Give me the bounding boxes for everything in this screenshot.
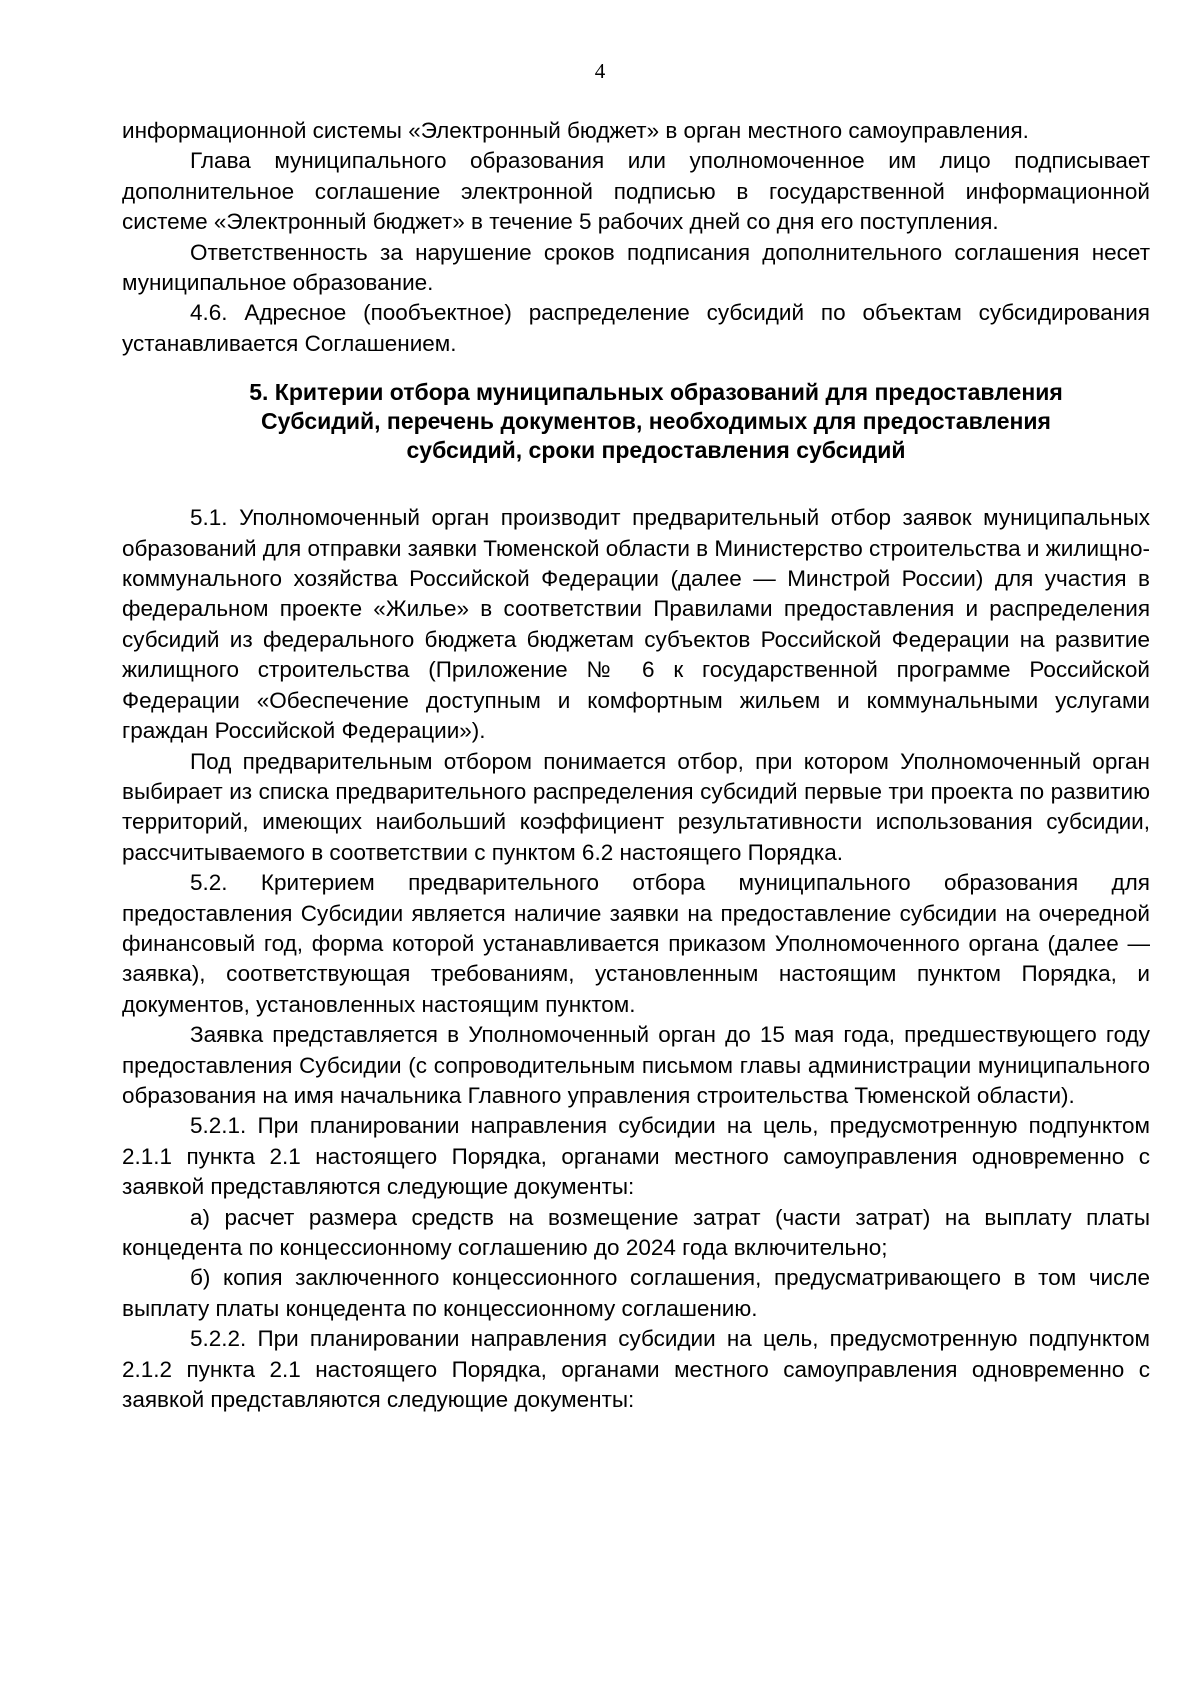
paragraph-signing: Глава муниципального образования или уполномоченное им лицо подписывает дополнительное соглашение электронной подписью в государственной информационной системе «Электронный бюджет» в течение 5 рабочих дней со дня его поступления.: [122, 148, 1150, 235]
section-heading-line: Субсидий, перечень документов, необходимых для предоставления: [261, 408, 1051, 435]
paragraph-responsibility: Ответственность за нарушение сроков подписания дополнительного соглашения несет муниципальное образование.: [122, 239, 1150, 296]
paragraph-5-2: 5.2. Критерием предварительного отбора муниципального образования для предоставления Субсидии является наличие заявки на предоставление субсидии на очередной финансовый год, форма которой устанавливается приказом Уполномоченного органа (далее — заявка), соответствующая требованиям, установленным настоящим пунктом Порядка, и документов, установленных настоящим пунктом.: [122, 870, 1150, 1017]
paragraph-item-b: б) копия заключенного концессионного соглашения, предусматривающего в том числе выплату платы концедента по концессионному соглашению.: [122, 1265, 1150, 1321]
document-body: [122, 116, 1150, 1415]
paragraph-5-2-2: 5.2.2. При планировании направления субсидии на цель, предусмотренную подпунктом 2.1.2 пункта 2.1 настоящего Порядка, органами местного самоуправления одновременно с заявкой представляются следующие документы:: [122, 1326, 1150, 1413]
paragraph-continuation: информационной системы «Электронный бюджет» в орган местного самоуправления.: [122, 118, 1029, 143]
paragraph-5-2-1: 5.2.1. При планировании направления субсидии на цель, предусмотренную подпунктом 2.1.1 пункта 2.1 настоящего Порядка, органами местного самоуправления одновременно с заявкой представляются следующие документы:: [122, 1113, 1150, 1200]
page-number: 4: [594, 59, 606, 83]
paragraph-item-a: а) расчет размера средств на возмещение затрат (части затрат) на выплату платы концедента по концессионному соглашению до 2024 года включительно;: [122, 1204, 1150, 1260]
section-heading: [122, 378, 1150, 465]
paragraph-5-1: 5.1. Уполномоченный орган производит предварительный отбор заявок муниципальных образований для отправки заявки Тюменской области в Министерство строительства и жилищно-коммунального хозяйства Российской Федерации (далее — Минстрой России) для участия в федеральном проекте «Жилье» в соответствии Правилами предоставления и распределения субсидий из федерального бюджета бюджетам субъектов Российской Федерации на развитие жилищного строительства (Приложение № 6 к государственной программе Российской Федерации «Обеспечение доступным и комфортным жильем и коммунальными услугами граждан Российской Федерации»).: [122, 505, 1150, 744]
paragraph-4-6: 4.6. Адресное (пообъектное) распределение субсидий по объектам субсидирования устанавливается Соглашением.: [122, 300, 1150, 356]
paragraph-preliminary-selection: Под предварительным отбором понимается отбор, при котором Уполномоченный орган выбирает из списка предварительного распределения субсидий первые три проекта по развитию территорий, имеющих наибольший коэффициент результативности использования субсидии, рассчитываемого в соответствии с пунктом 6.2 настоящего Порядка.: [122, 748, 1150, 865]
paragraph-application-deadline: Заявка представляется в Уполномоченный орган до 15 мая года, предшествующего году предоставления Субсидии (с сопроводительным письмом главы администрации муниципального образования на имя начальника Главного управления строительства Тюменской области).: [122, 1022, 1150, 1108]
section-heading-line: 5. Критерии отбора муниципальных образований для предоставления: [249, 379, 1063, 406]
section-heading-line: субсидий, сроки предоставления субсидий: [406, 437, 906, 464]
